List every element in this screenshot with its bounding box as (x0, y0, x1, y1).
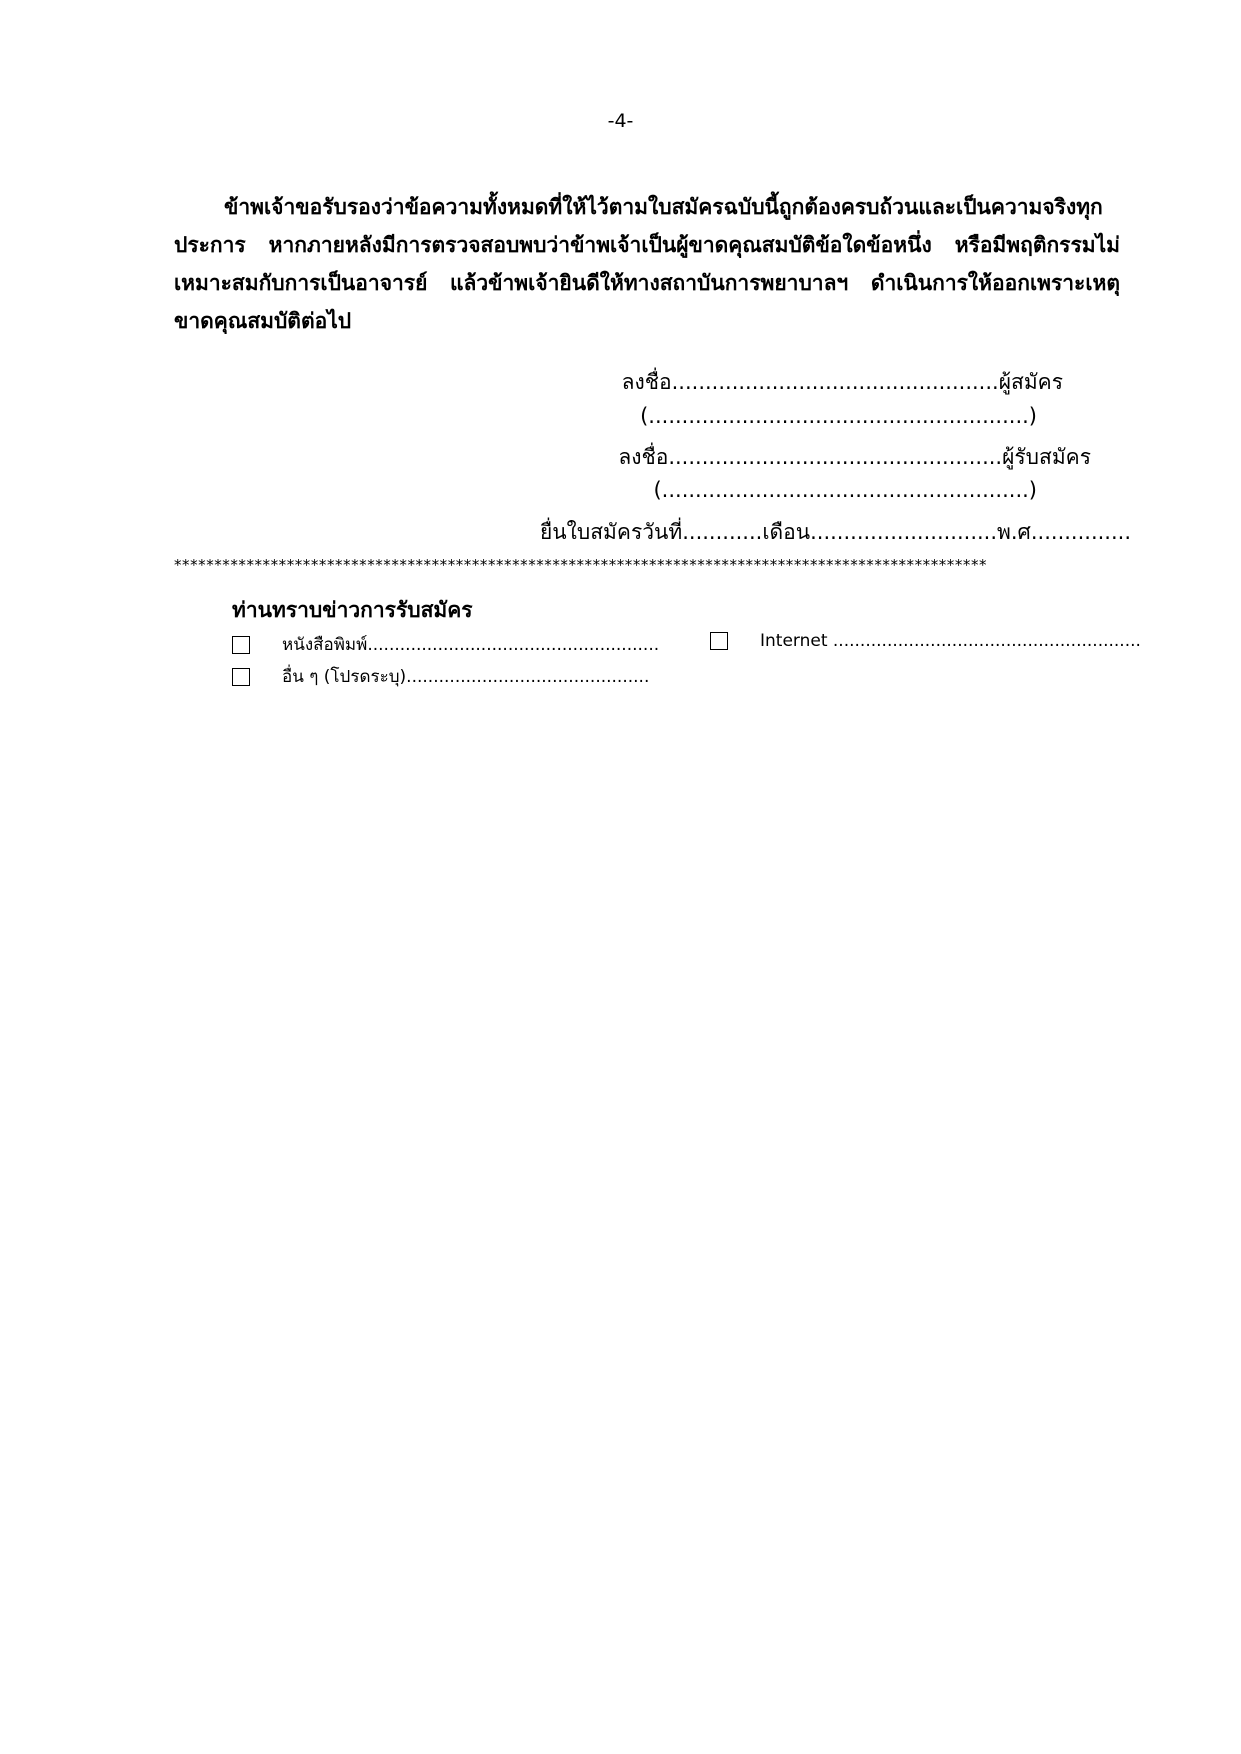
receiver-signature-line: ลงชื่อ..................................................ผู้รับสมัคร (618, 445, 1091, 469)
applicant-signature-line: ลงชื่อ.................................................ผู้สมัคร (621, 370, 1063, 394)
receiver-name-line: (.......................................................) (653, 478, 1037, 502)
submission-date-line: ยื่นใบสมัครวันที่............เดือน............................พ.ศ............... (540, 520, 1131, 544)
source-option-newspaper[interactable] (232, 631, 659, 658)
newspaper-label: หนังสือพิมพ์...................................................... (282, 635, 660, 655)
declaration-paragraph: ข้าพเจ้าขอรับรองว่าข้อความทั้งหมดที่ให้ไว้ตามใบสมัครฉบับนี้ถูกต้องครบถ้วนและเป็นความจริงทุกประการ หากภายหลังมีการตรวจสอบพบว่าข้าพเจ้าเป็นผู้ขาดคุณสมบัติข้อใดข้อหนึ่ง หรือมีพฤติกรรมไม่เหมาะสมกับการเป็นอาจารย์ แล้วข้าพเจ้ายินดีให้ทางสถาบันการพยาบาลฯ ดำเนินการให้ออกเพราะเหตุขาดคุณสมบัติต่อไป (174, 195, 1120, 333)
internet-label: Internet ......................................................... (760, 631, 1141, 651)
source-option-internet[interactable] (710, 631, 1141, 651)
other-label: อื่น ๆ (โปรดระบุ)............................................. (282, 667, 650, 687)
source-heading: ท่านทราบข่าวการรับสมัคร (232, 598, 473, 622)
internet-checkbox[interactable] (710, 632, 728, 650)
applicant-name-line: (.........................................................) (640, 404, 1037, 428)
other-checkbox[interactable] (232, 668, 250, 686)
separator-line: ***************************************************************************************************** (174, 556, 988, 574)
newspaper-checkbox[interactable] (232, 636, 250, 654)
source-option-other[interactable] (232, 663, 649, 690)
page-number: -4- (607, 110, 634, 132)
